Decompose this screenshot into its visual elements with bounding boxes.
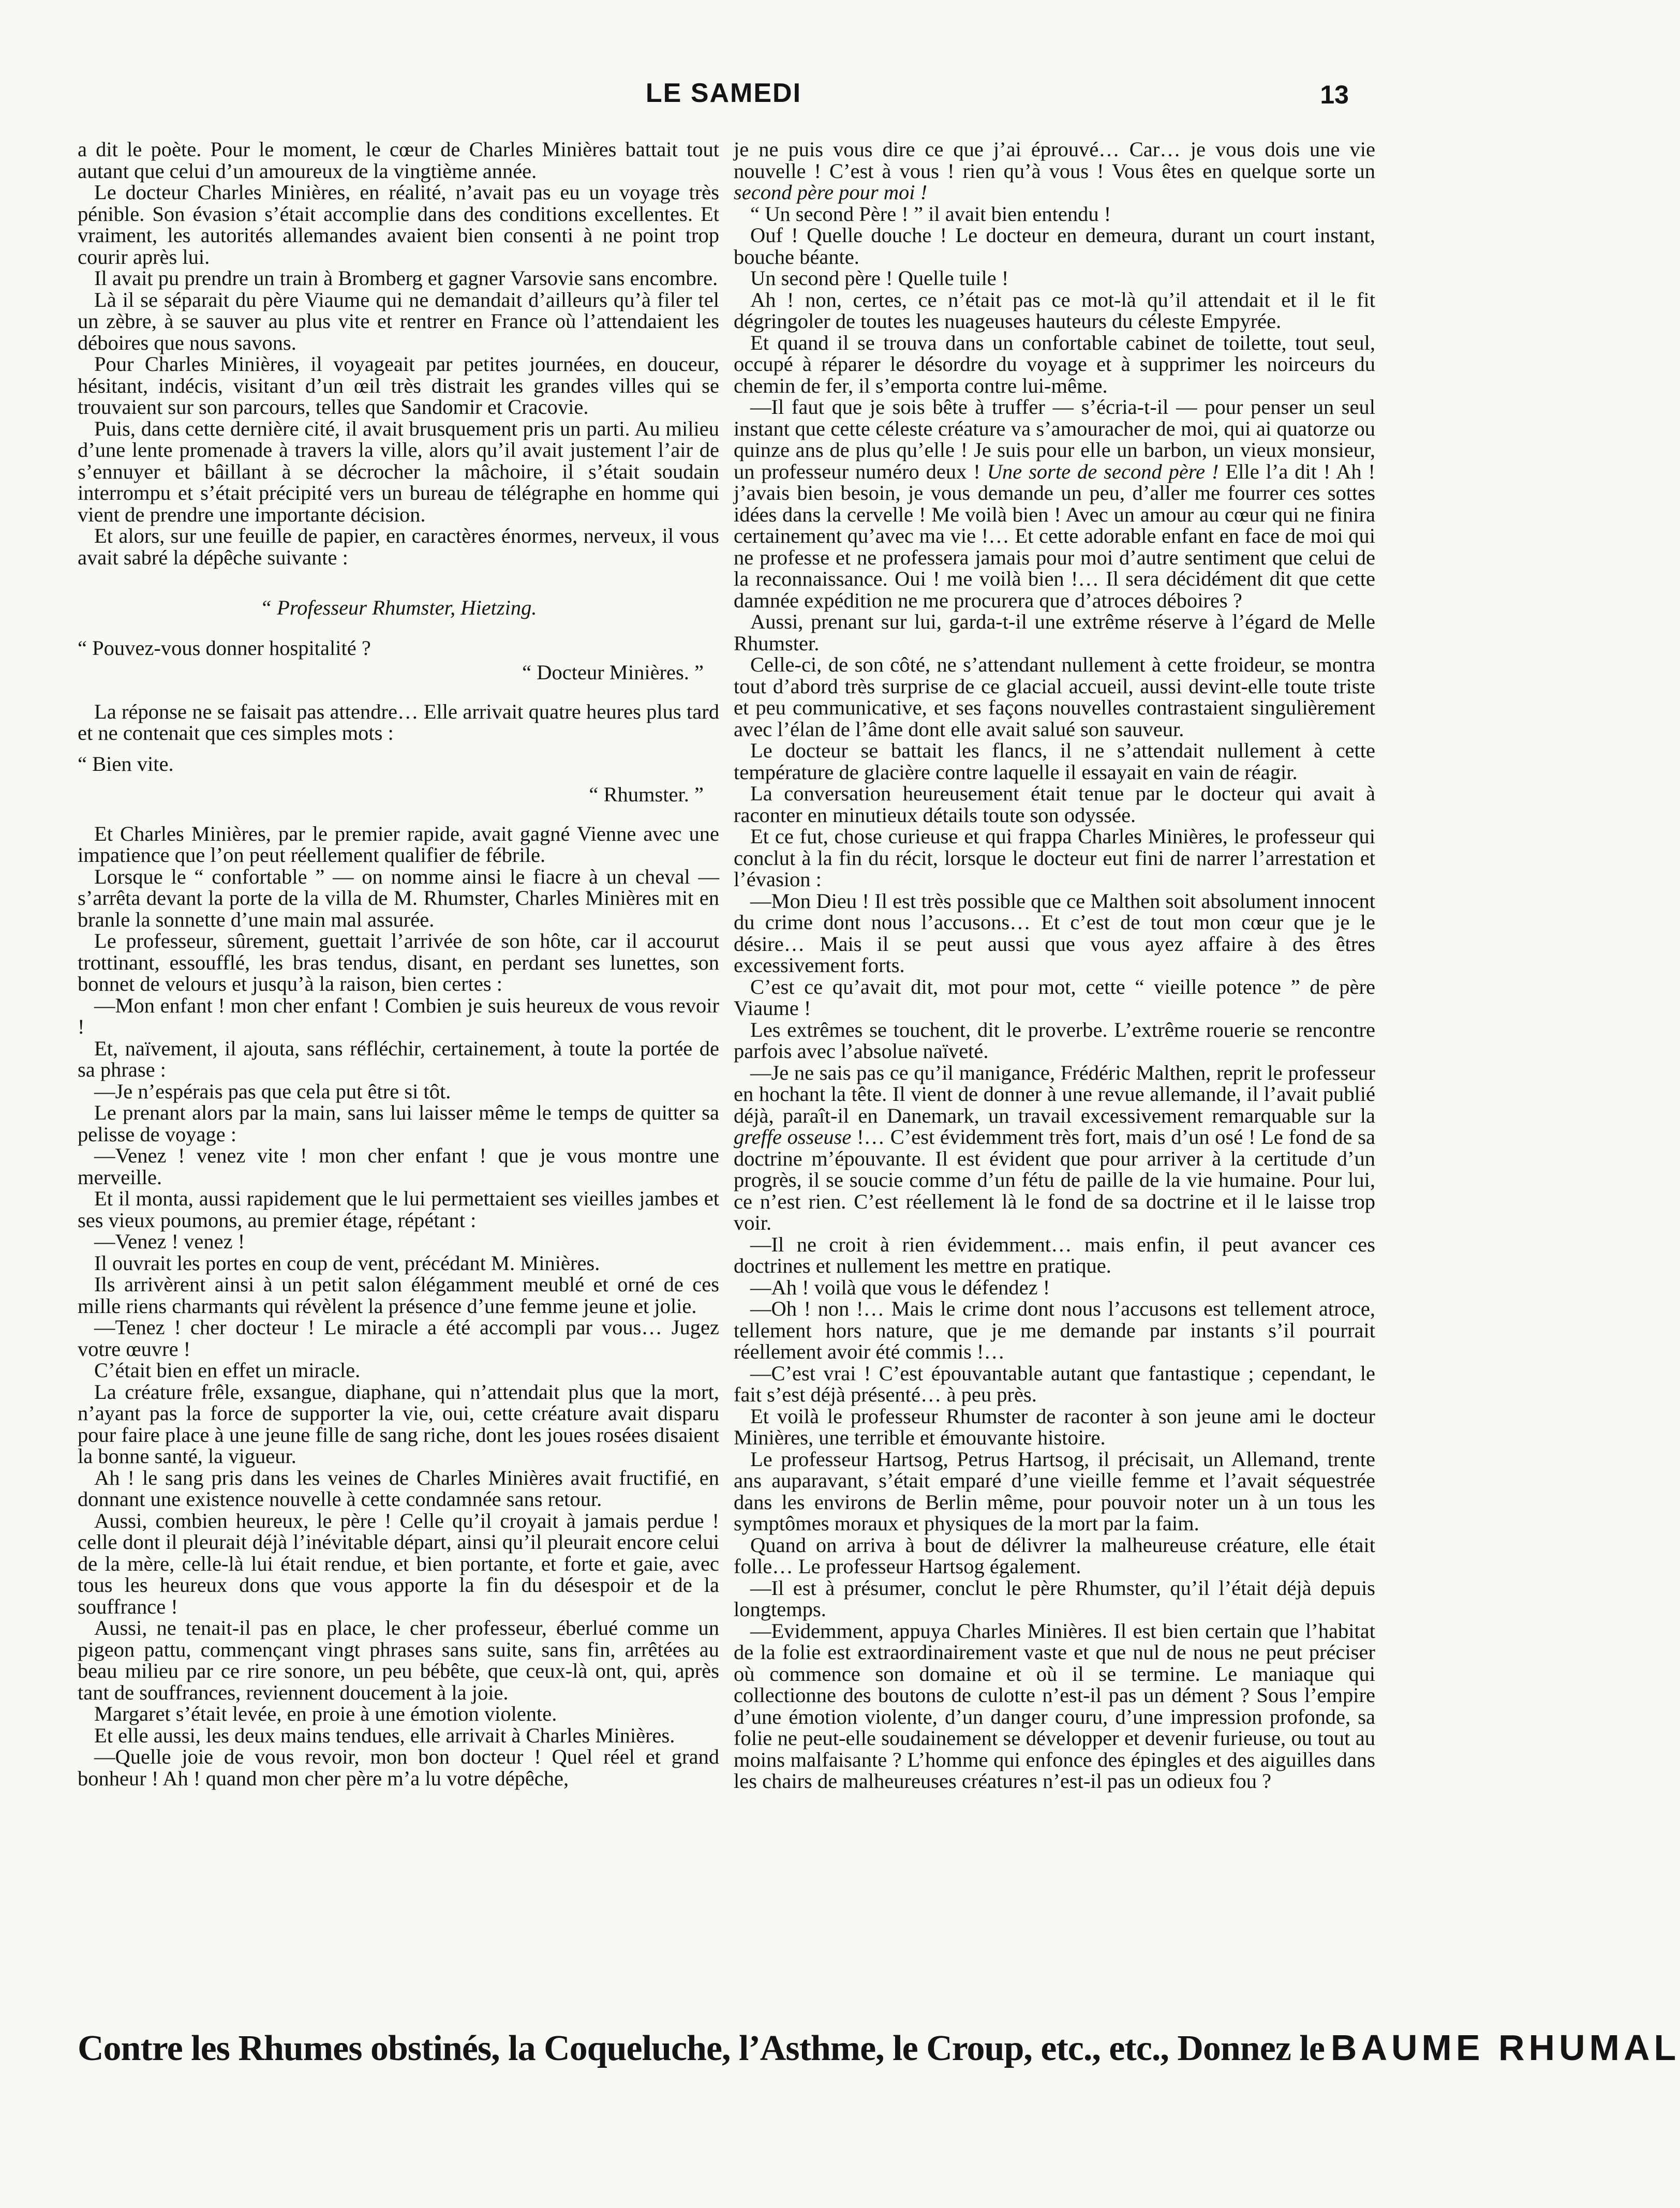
paragraph: Le professeur Hartsog, Petrus Hartsog, il précisait, un Allemand, trente ans auparavant, s’était emparé d’une vieille femme et l’avait séquestrée dans les environs de Berlin même, pour pouvoir noter un à un tous les symptômes moraux et physiques de la mort par la faim.: [734, 1447, 1375, 1535]
paragraph: Là il se séparait du père Viaume qui ne demandait d’ailleurs qu’à filer tel un zèbre, à se sauver au plus vite et rentrer en France où l’attendaient les déboires que nous savons.: [78, 288, 719, 354]
paragraph: Ils arrivèrent ainsi à un petit salon élégamment meublé et orné de ces mille riens charmants qui révèlent la présence d’une femme jeune et jolie.: [78, 1273, 719, 1318]
paragraph: Et Charles Minières, par le premier rapide, avait gagné Vienne avec une impatience que l’on peut réellement qualifier de fébrile.: [78, 822, 719, 867]
left-column: [78, 139, 719, 2001]
paragraph: Et alors, sur une feuille de papier, en caractères énormes, nerveux, il vous avait sabré la dépêche suivante :: [78, 524, 719, 569]
right-column: [734, 139, 1375, 2001]
paragraph: Margaret s’était levée, en proie à une émotion violente.: [94, 1702, 557, 1725]
paragraph: Et il monta, aussi rapidement que le lui permettaient ses vieilles jambes et ses vieux poumons, au premier étage, répétant :: [78, 1187, 719, 1232]
paragraph: Il ouvrait les portes en coup de vent, précédant M. Minières.: [94, 1251, 600, 1275]
paragraph: Ah ! le sang pris dans les veines de Charles Minières avait fructifié, en donnant une existence nouvelle à cette condamnée sans retour.: [78, 1466, 719, 1511]
telegram-body: “ Bien vite.: [78, 752, 174, 775]
paragraph: a dit le poète. Pour le moment, le cœur de Charles Minières battait tout autant que celui d’un amoureux de la vingtième année.: [78, 138, 719, 183]
paragraph: —Mon Dieu ! Il est très possible que ce Malthen soit absolument innocent du crime dont nous l’accusons… Et c’est de tout mon cœur que je le désire… Mais il se peut aussi que vous ayez affaire à des êtres excessivement forts.: [734, 889, 1375, 977]
telegram-address: “ Professeur Rhumster, Hietzing.: [260, 596, 537, 619]
paragraph: Celle-ci, de son côté, ne s’attendant nullement à cette froideur, se montra tout d’abord très surprise de ce glacial accueil, aussi devint-elle toute triste et peu communicative, et ses façons nouvelles contrastaient singulièrement avec l’élan de l’âme dont elle avait salué son sauveur.: [734, 653, 1375, 741]
paragraph: La créature frêle, exsangue, diaphane, qui n’attendait plus que la mort, n’ayant pas la force de supporter la vie, oui, cette créature avait disparu pour faire place à une jeune fille de sang riche, dont les joues rosées disaient la bonne santé, la vigueur.: [78, 1380, 719, 1468]
advertisement-product: BAUME RHUMAL: [1330, 2027, 1680, 2068]
paragraph: —C’est vrai ! C’est épouvantable autant que fantastique ; cependant, le fait s’est déjà présenté… à peu près.: [734, 1361, 1375, 1406]
paragraph: Le prenant alors par la main, sans lui laisser même le temps de quitter sa pelisse de voyage :: [78, 1101, 719, 1146]
paragraph: “ Un second Père ! ” il avait bien entendu !: [750, 202, 1111, 226]
paragraph-text: !… C’est évidemment très fort, mais d’un osé ! Le fond de sa doctrine m’épouvante. Il est évident que pour arriver à la certitude d’un progrès, il se soucie comme d’un fétu de paille de la vie humaine. Pour lui, ce n’est rien. C’est réellement là le fond de sa doctrine et il le laisse trop voir.: [734, 1125, 1376, 1234]
advertisement-banner: [78, 2027, 1680, 2069]
paragraph: Quand on arriva à bout de délivrer la malheureuse créature, elle était folle… Le professeur Hartsog également.: [734, 1533, 1375, 1578]
paragraph: —Je n’espérais pas que cela put être si tôt.: [94, 1079, 451, 1103]
paragraph: Et elle aussi, les deux mains tendues, elle arrivait à Charles Minières.: [94, 1723, 675, 1747]
paragraph: La réponse ne se faisait pas attendre… Elle arrivait quatre heures plus tard et ne contenait que ces simples mots :: [78, 699, 719, 744]
paragraph: C’était bien en effet un miracle.: [94, 1359, 361, 1382]
paragraph: —Mon enfant ! mon cher enfant ! Combien je suis heureux de vous revoir !: [78, 993, 719, 1038]
telegram-body: “ Pouvez-vous donner hospitalité ?: [78, 636, 371, 660]
paragraph-text: —Il faut que je sois bête à truffer — s’écria-t-il — pour penser un seul instant que cette céleste créature va s’amouracher de moi, qui ai quatorze ou quinze ans de plus qu’elle ! Je suis pour elle un barbon, un vieux monsieur, un professeur numéro deux !: [734, 395, 1375, 483]
paragraph-text: Elle l’a dit ! Ah ! j’avais bien besoin, je vous demande un peu, d’aller me fourrer ces sottes idées dans la cervelle ! Me voilà bien ! Avec un amour au cœur qui ne finira certainement qu’avec ma vie !… Et cette adorable enfant en face de moi qui ne professe et ne professera jamais pour moi d’autre sentiment que celui de la reconnaissance. Oui ! me voilà bien !… Il sera décidément dit que cette damnée expédition ne me procurera que d’atroces déboires ?: [734, 459, 1376, 612]
paragraph: Les extrêmes se touchent, dit le proverbe. L’extrême rouerie se rencontre parfois avec l’absolue naïveté.: [734, 1018, 1375, 1063]
paragraph: —Venez ! venez !: [94, 1230, 245, 1253]
paragraph: C’est ce qu’avait dit, mot pour mot, cette “ vieille potence ” de père Viaume !: [734, 975, 1375, 1020]
paragraph: Le docteur Charles Minières, en réalité, n’avait pas eu un voyage très pénible. Son évasion s’était accomplie dans des conditions excellentes. Et vraiment, les autorités allemandes avaient bien consenti à ne point trop courir après lui.: [78, 181, 719, 268]
paragraph: —Evidemment, appuya Charles Minières. Il est bien certain que l’habitat de la folie est extraordinairement vaste et que nul de nous ne peut préciser où commence son domaine et où il se termine. Le maniaque qui collectionne des boutons de culotte n’est-il pas un dément ? Sous l’empire d’une émotion violente, d’un danger couru, d’une impression profonde, sa folie ne peut-elle soudainement se développer et devenir furieuse, ou tout au moins malfaisante ? L’homme qui enfonce des épingles et des aiguilles dans les chairs de malheureuses créatures n’est-il pas un odieux fou ?: [734, 1619, 1375, 1793]
paragraph: —Tenez ! cher docteur ! Le miracle a été accompli par vous… Jugez votre œuvre !: [78, 1316, 719, 1361]
paragraph: Le professeur, sûrement, guettait l’arrivée de son hôte, car il accourut trottinant, essoufflé, les bras tendus, disant, en perdant ses lunettes, son bonnet de velours et jusqu’à la raison, bien certes :: [78, 929, 719, 995]
paragraph: Aussi, prenant sur lui, garda-t-il une extrême réserve à l’égard de Melle Rhumster.: [734, 610, 1375, 655]
advertisement-text: Contre les Rhumes obstinés, la Coqueluche, l’Asthme, le Croup, etc., etc., Donnez le: [78, 2028, 1325, 2068]
paragraph: Aussi, combien heureux, le père ! Celle qu’il croyait à jamais perdue ! celle dont il pleurait déjà l’inévitable départ, ainsi qu’il pleurait encore celui de la mère, celle-là lui était rendue, et bien portante, et forte et gaie, avec tous les heureux dons que vous apporte la fin du désespoir et de la souffrance !: [78, 1509, 719, 1618]
paragraph: Et quand il se trouva dans un confortable cabinet de toilette, tout seul, occupé à réparer le désordre du voyage et à supprimer les noirceurs du chemin de fer, il s’emporta contre lui-même.: [734, 331, 1375, 397]
page-header: [0, 78, 1447, 124]
paragraph: La conversation heureusement était tenue par le docteur qui avait à raconter en minutieux détails toute son odyssée.: [734, 782, 1375, 827]
emphasis-text: second père pour moi !: [734, 181, 928, 204]
paragraph: Pour Charles Minières, il voyageait par petites journées, en douceur, hésitant, indécis, visitant d’un œil très distrait les grandes villes qui se trouvaient sur son parcours, telles que Sandomir et Cracovie.: [78, 352, 719, 419]
paragraph: —Oh ! non !… Mais le crime dont nous l’accusons est tellement atroce, tellement hors nature, que je me demande par instants s’il pourrait réellement avoir été commis !…: [734, 1297, 1375, 1363]
paragraph: —Il est à présumer, conclut le père Rhumster, qu’il l’était déjà depuis longtemps.: [734, 1576, 1375, 1621]
paragraph-text: je ne puis vous dire ce que j’ai éprouvé… Car… je vous dois une vie nouvelle ! C’est à vous ! rien qu’à vous ! Vous êtes en quelque sorte un: [734, 138, 1375, 183]
paragraph: Un second père ! Quelle tuile !: [750, 266, 1009, 290]
paragraph: [734, 396, 1375, 611]
paragraph: [734, 139, 1375, 203]
paragraph: —Il ne croit à rien évidemment… mais enfin, il peut avancer ces doctrines et nullement les mettre en pratique.: [734, 1232, 1375, 1277]
paragraph: Et voilà le professeur Rhumster de raconter à son jeune ami le docteur Minières, une terrible et émouvante histoire.: [734, 1404, 1375, 1449]
paragraph: Le docteur se battait les flancs, il ne s’attendait nullement à cette température de glacière contre laquelle il essayait en vain de réagir.: [734, 739, 1375, 784]
paragraph: —Venez ! venez vite ! mon cher enfant ! que je vous montre une merveille.: [78, 1144, 719, 1189]
paragraph: Et ce fut, chose curieuse et qui frappa Charles Minières, le professeur qui conclut à la fin du récit, lorsque le docteur eut fini de narrer l’arrestation et l’évasion :: [734, 825, 1375, 891]
paragraph: [734, 1062, 1375, 1234]
paragraph: —Quelle joie de vous revoir, mon bon docteur ! Quel réel et grand bonheur ! Ah ! quand mon cher père m’a lu votre dépêche,: [78, 1745, 719, 1790]
paragraph: Ah ! non, certes, ce n’était pas ce mot-là qu’il attendait et il le fit dégringoler de toutes les nuageuses hauteurs du céleste Empyrée.: [734, 288, 1375, 333]
paragraph: Lorsque le “ confortable ” — on nomme ainsi le fiacre à un cheval — s’arrêta devant la porte de la villa de M. Rhumster, Charles Minières mit en branle la sonnette d’une main mal assurée.: [78, 864, 719, 931]
telegram-signature: “ Docteur Minières. ”: [522, 661, 704, 684]
paragraph: Aussi, ne tenait-il pas en place, le cher professeur, éberlué comme un pigeon pattu, commençant vingt phrases sans suite, sans fin, arrêtées au beau milieu par ce rire sonore, un peu bébête, que ceux-là ont, qui, après tant de souffrances, reviennent doucement à la joie.: [78, 1616, 719, 1704]
paragraph-text: —Je ne sais pas ce qu’il manigance, Frédéric Malthen, reprit le professeur en hochant la tête. Il vient de donner à une revue allemande, il l’avait publié déjà, paraît-il en Danemark, un travail excessivement remarquable sur la: [734, 1061, 1375, 1127]
paragraph: Puis, dans cette dernière cité, il avait brusquement pris un parti. Au milieu d’une lente promenade à travers la ville, alors qu’il avait justement l’air de s’ennuyer et bâillant à se décrocher la mâchoire, il s’était soudain interrompu et s’était précipité vers un bureau de télégraphe en homme qui vient de prendre une importante décision.: [78, 416, 719, 526]
emphasis-text: greffe osseuse: [734, 1125, 852, 1148]
paragraph: —Ah ! voilà que vous le défendez !: [750, 1275, 1050, 1299]
emphasis-text: Une sorte de second père !: [987, 459, 1219, 483]
paragraph: Ouf ! Quelle douche ! Le docteur en demeura, durant un court instant, bouche béante.: [734, 223, 1375, 268]
page-number: 13: [1320, 80, 1349, 109]
paragraph: Et, naïvement, il ajouta, sans réfléchir, certainement, à toute la portée de sa phrase :: [78, 1036, 719, 1081]
paragraph: Il avait pu prendre un train à Bromberg et gagner Varsovie sans encombre.: [94, 266, 718, 290]
telegram-signature: “ Rhumster. ”: [589, 783, 704, 806]
newspaper-title: LE SAMEDI: [645, 78, 802, 108]
